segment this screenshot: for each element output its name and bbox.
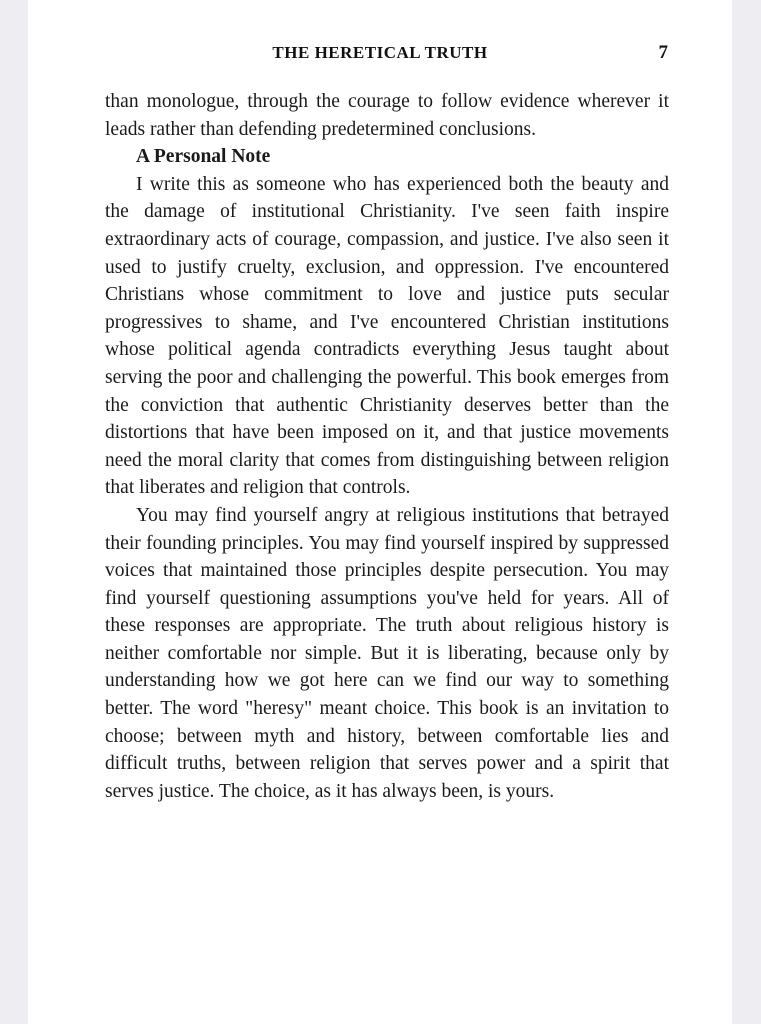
- section-heading: A Personal Note: [136, 146, 271, 168]
- page-header: [28, 41, 732, 65]
- body-text: [105, 88, 669, 805]
- book-page: [28, 0, 732, 1024]
- paragraph-personal-note-1: I write this as someone who has experienced both the beauty and the damage of institutional Christianity. I've seen faith inspire extraordinary acts of courage, compassion, and justice. I've also seen it used to justify cruelty, exclusion, and oppression. I've encountered Christians whose commitment to love and justice puts secular progressives to shame, and I've encountered Christian institutions whose political agenda contradicts everything Jesus taught about serving the poor and challenging the powerful. This book emerges from the conviction that authentic Christianity deserves better than the distortions that have been imposed on it, and that justice movements need the moral clarity that comes from distinguishing between religion that liberates and religion that controls.: [105, 173, 669, 499]
- paragraph-personal-note-2: You may find yourself angry at religious institutions that betrayed their founding principles. You may find yourself inspired by suppressed voices that maintained those principles despite persecution. You may find yourself questioning assumptions you've held for years. All of these responses are appropriate. The truth about religious history is neither comfortable nor simple. But it is liberating, because only by understanding how we got here can we find our way to something better. The word "heresy" meant choice. This book is an invitation to choose; between myth and history, between comfortable lies and difficult truths, between religion that serves power and a spirit that serves justice. The choice, as it has always been, is yours.: [105, 504, 669, 802]
- running-title: THE HERETICAL TRUTH: [272, 43, 488, 62]
- page-number: 7: [658, 42, 668, 63]
- continuation-paragraph: than monologue, through the courage to follow evidence wherever it leads rather than defending predetermined conclusions.: [105, 91, 669, 140]
